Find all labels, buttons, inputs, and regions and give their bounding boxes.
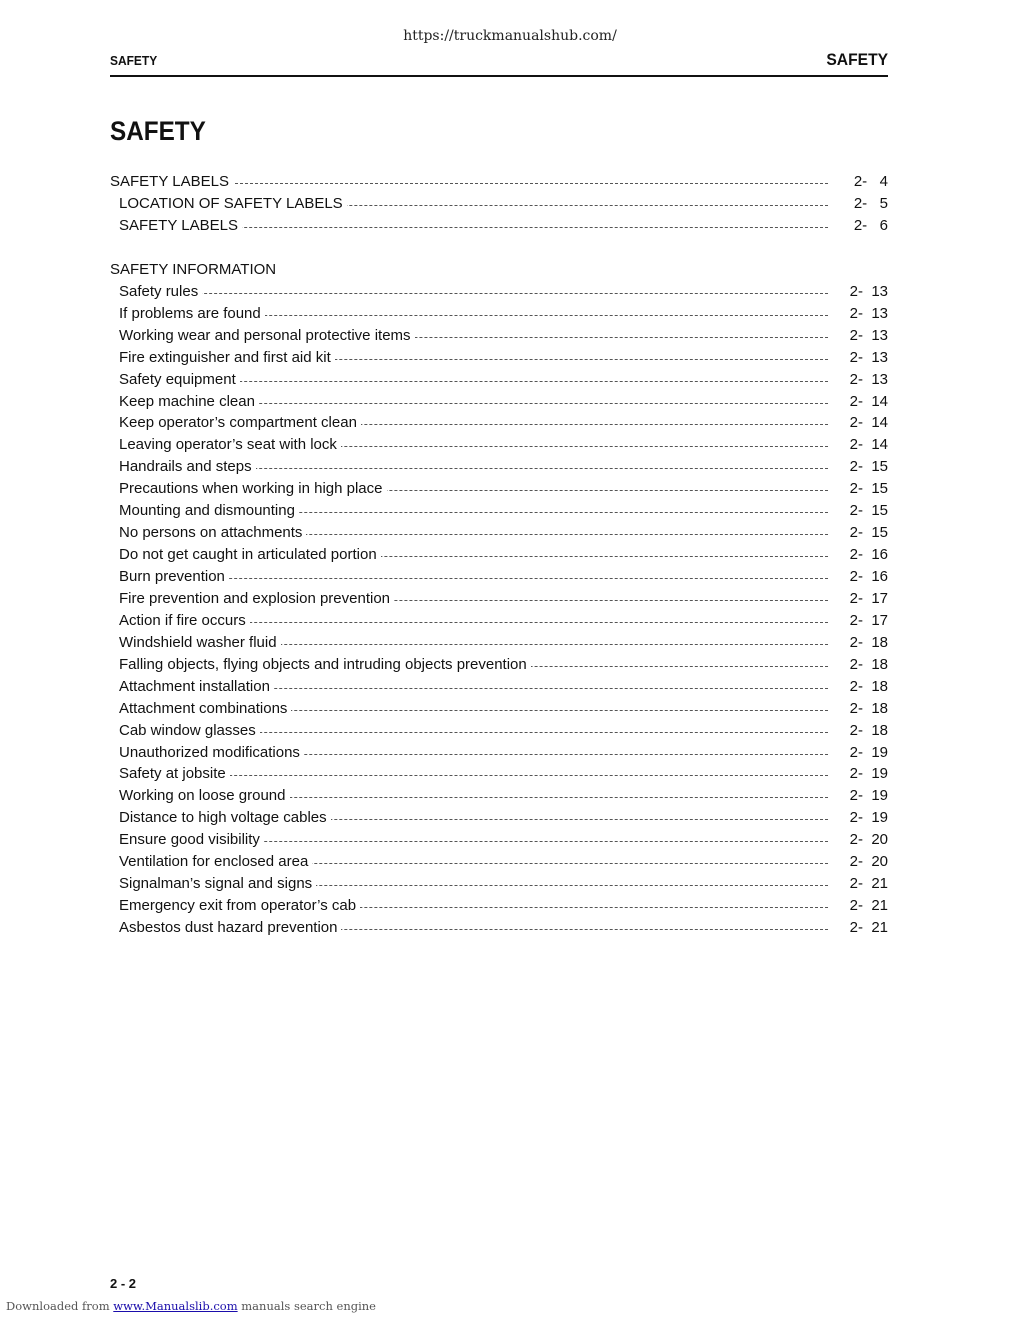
toc-entry-label: Attachment installation (119, 678, 274, 695)
toc-entry-page: 2- 6 (853, 216, 888, 234)
toc-entry-page: 2- 13 (849, 348, 888, 366)
toc-entry[interactable] (110, 873, 888, 895)
toc-section-heading: SAFETY INFORMATION (110, 260, 277, 278)
header-left-title: SAFETY (110, 53, 158, 68)
toc-entry-page: 2- 15 (849, 524, 888, 542)
table-of-contents (110, 171, 888, 939)
toc-entry-page: 2- 14 (849, 436, 888, 454)
toc-entry-page: 2- 21 (849, 875, 888, 893)
toc-entry[interactable] (110, 325, 888, 347)
toc-entry-label: Working on loose ground (119, 787, 290, 804)
dotted-leader (119, 293, 828, 294)
toc-entry-page: 2- 16 (849, 546, 888, 564)
toc-entry[interactable] (110, 544, 888, 566)
toc-entry-page: 2- 18 (849, 721, 888, 739)
toc-entry-page: 2- 19 (849, 809, 888, 827)
toc-entry[interactable] (110, 478, 888, 500)
toc-entry-page: 2- 18 (849, 677, 888, 695)
source-url: https://truckmanualshub.com/ (403, 28, 617, 44)
toc-entry-label: Working wear and personal protective items (119, 327, 415, 344)
toc-entry-label: Attachment combinations (119, 700, 291, 717)
toc-entry-label: Ventilation for enclosed area (119, 853, 312, 870)
toc-entry-page: 2- 15 (849, 458, 888, 476)
toc-entry-label: Safety equipment (119, 371, 240, 388)
toc-entry[interactable] (110, 347, 888, 369)
toc-entry-page: 2- 18 (849, 633, 888, 651)
toc-entry-page: 2- 19 (849, 765, 888, 783)
toc-entry-page: 2- 15 (849, 480, 888, 498)
toc-entry-location-of-safety-labels[interactable] (110, 193, 888, 215)
toc-entry-label: Falling objects, flying objects and intruding objects prevention (119, 656, 531, 673)
toc-entry-page: 2- 5 (853, 194, 888, 212)
toc-entry-page: 2- 17 (849, 611, 888, 629)
toc-entry[interactable] (110, 369, 888, 391)
toc-entry-label: Action if fire occurs (119, 612, 250, 629)
footer-prefix: Downloaded from (6, 1299, 110, 1313)
toc-entry-label: Mounting and dismounting (119, 502, 299, 519)
toc-entry[interactable] (110, 281, 888, 303)
toc-entry[interactable] (110, 785, 888, 807)
toc-entry[interactable] (110, 807, 888, 829)
toc-entry-page: 2- 14 (849, 392, 888, 410)
toc-entry[interactable] (110, 610, 888, 632)
toc-entry-page: 2- 13 (849, 282, 888, 300)
toc-entry-page: 2- 4 (853, 173, 888, 190)
toc-entry[interactable] (110, 412, 888, 434)
toc-entry-label: Unauthorized modifications (119, 744, 304, 761)
toc-entry-label: Safety at jobsite (119, 765, 230, 782)
toc-entry-page: 2- 21 (849, 919, 888, 936)
toc-entry-label: If problems are found (119, 305, 265, 322)
toc-entry[interactable] (110, 566, 888, 588)
toc-entry-label: Ensure good visibility (119, 831, 264, 848)
toc-entry[interactable] (110, 763, 888, 785)
toc-entry-page: 2- 17 (849, 589, 888, 607)
toc-entry[interactable] (110, 391, 888, 413)
toc-entry-label: Leaving operator’s seat with lock (119, 436, 341, 453)
section-gap (110, 237, 888, 259)
toc-entry-label: Distance to high voltage cables (119, 809, 331, 826)
toc-entry[interactable] (110, 434, 888, 456)
toc-entry-label: Safety rules (119, 283, 202, 300)
toc-entry[interactable] (110, 522, 888, 544)
toc-entry[interactable] (110, 456, 888, 478)
toc-entry[interactable] (110, 917, 888, 939)
manualslib-link[interactable]: www.Manualslib.com (113, 1299, 238, 1313)
toc-entry-label: Handrails and steps (119, 458, 256, 475)
toc-entry-page: 2- 19 (849, 787, 888, 805)
header-right-title: SAFETY (826, 50, 888, 69)
toc-entry-label: Burn prevention (119, 568, 229, 585)
page-number: 2 - 2 (110, 1276, 137, 1291)
page-title: SAFETY (110, 116, 206, 146)
toc-entry-label: LOCATION OF SAFETY LABELS (119, 195, 347, 212)
toc-entry-page: 2- 18 (849, 655, 888, 673)
toc-entry[interactable] (110, 588, 888, 610)
toc-entry-page: 2- 15 (849, 502, 888, 520)
toc-entry[interactable] (110, 720, 888, 742)
toc-entry-label: Asbestos dust hazard prevention (119, 919, 341, 936)
toc-entry[interactable] (110, 829, 888, 851)
toc-entry[interactable] (110, 632, 888, 654)
toc-entry-label: Fire extinguisher and first aid kit (119, 349, 335, 366)
toc-entry-label: SAFETY LABELS (110, 173, 233, 190)
toc-entry-page: 2- 20 (849, 853, 888, 871)
toc-entry-label: Cab window glasses (119, 722, 260, 739)
toc-entry-page: 2- 18 (849, 699, 888, 717)
toc-entry-label: SAFETY LABELS (119, 217, 242, 234)
toc-entry-label: No persons on attachments (119, 524, 306, 541)
toc-entry[interactable] (110, 698, 888, 720)
toc-entry-label: Signalman’s signal and signs (119, 875, 316, 892)
safety-information-list (110, 281, 888, 939)
toc-entry[interactable] (110, 851, 888, 873)
toc-entry[interactable] (110, 676, 888, 698)
toc-entry-page: 2- 20 (849, 831, 888, 849)
toc-entry-label: Keep operator’s compartment clean (119, 414, 361, 431)
toc-entry-label: Do not get caught in articulated portion (119, 546, 381, 563)
toc-entry-safety-labels[interactable] (110, 171, 888, 193)
toc-entry-label: Windshield washer fluid (119, 634, 281, 651)
toc-entry-page: 2- 14 (849, 414, 888, 432)
toc-entry-label: Fire prevention and explosion prevention (119, 590, 394, 607)
toc-entry-page: 2- 16 (849, 568, 888, 585)
toc-entry-page: 2- 21 (849, 897, 888, 915)
toc-entry-safety-labels-detail[interactable] (110, 215, 888, 237)
toc-entry[interactable] (110, 895, 888, 917)
toc-entry-page: 2- 19 (849, 743, 888, 761)
toc-entry-page: 2- 13 (849, 326, 888, 344)
download-footer (6, 1299, 376, 1313)
toc-entry-label: Keep machine clean (119, 393, 259, 410)
toc-entry[interactable] (110, 500, 888, 522)
toc-entry-page: 2- 13 (849, 370, 888, 388)
toc-entry-label: Emergency exit from operator’s cab (119, 897, 360, 914)
header-rule (110, 75, 888, 77)
toc-entry-label: Precautions when working in high place (119, 480, 387, 497)
toc-entry[interactable] (110, 742, 888, 764)
toc-entry-page: 2- 13 (849, 304, 888, 322)
footer-suffix: manuals search engine (241, 1299, 376, 1313)
toc-entry[interactable] (110, 654, 888, 676)
toc-entry[interactable] (110, 303, 888, 325)
